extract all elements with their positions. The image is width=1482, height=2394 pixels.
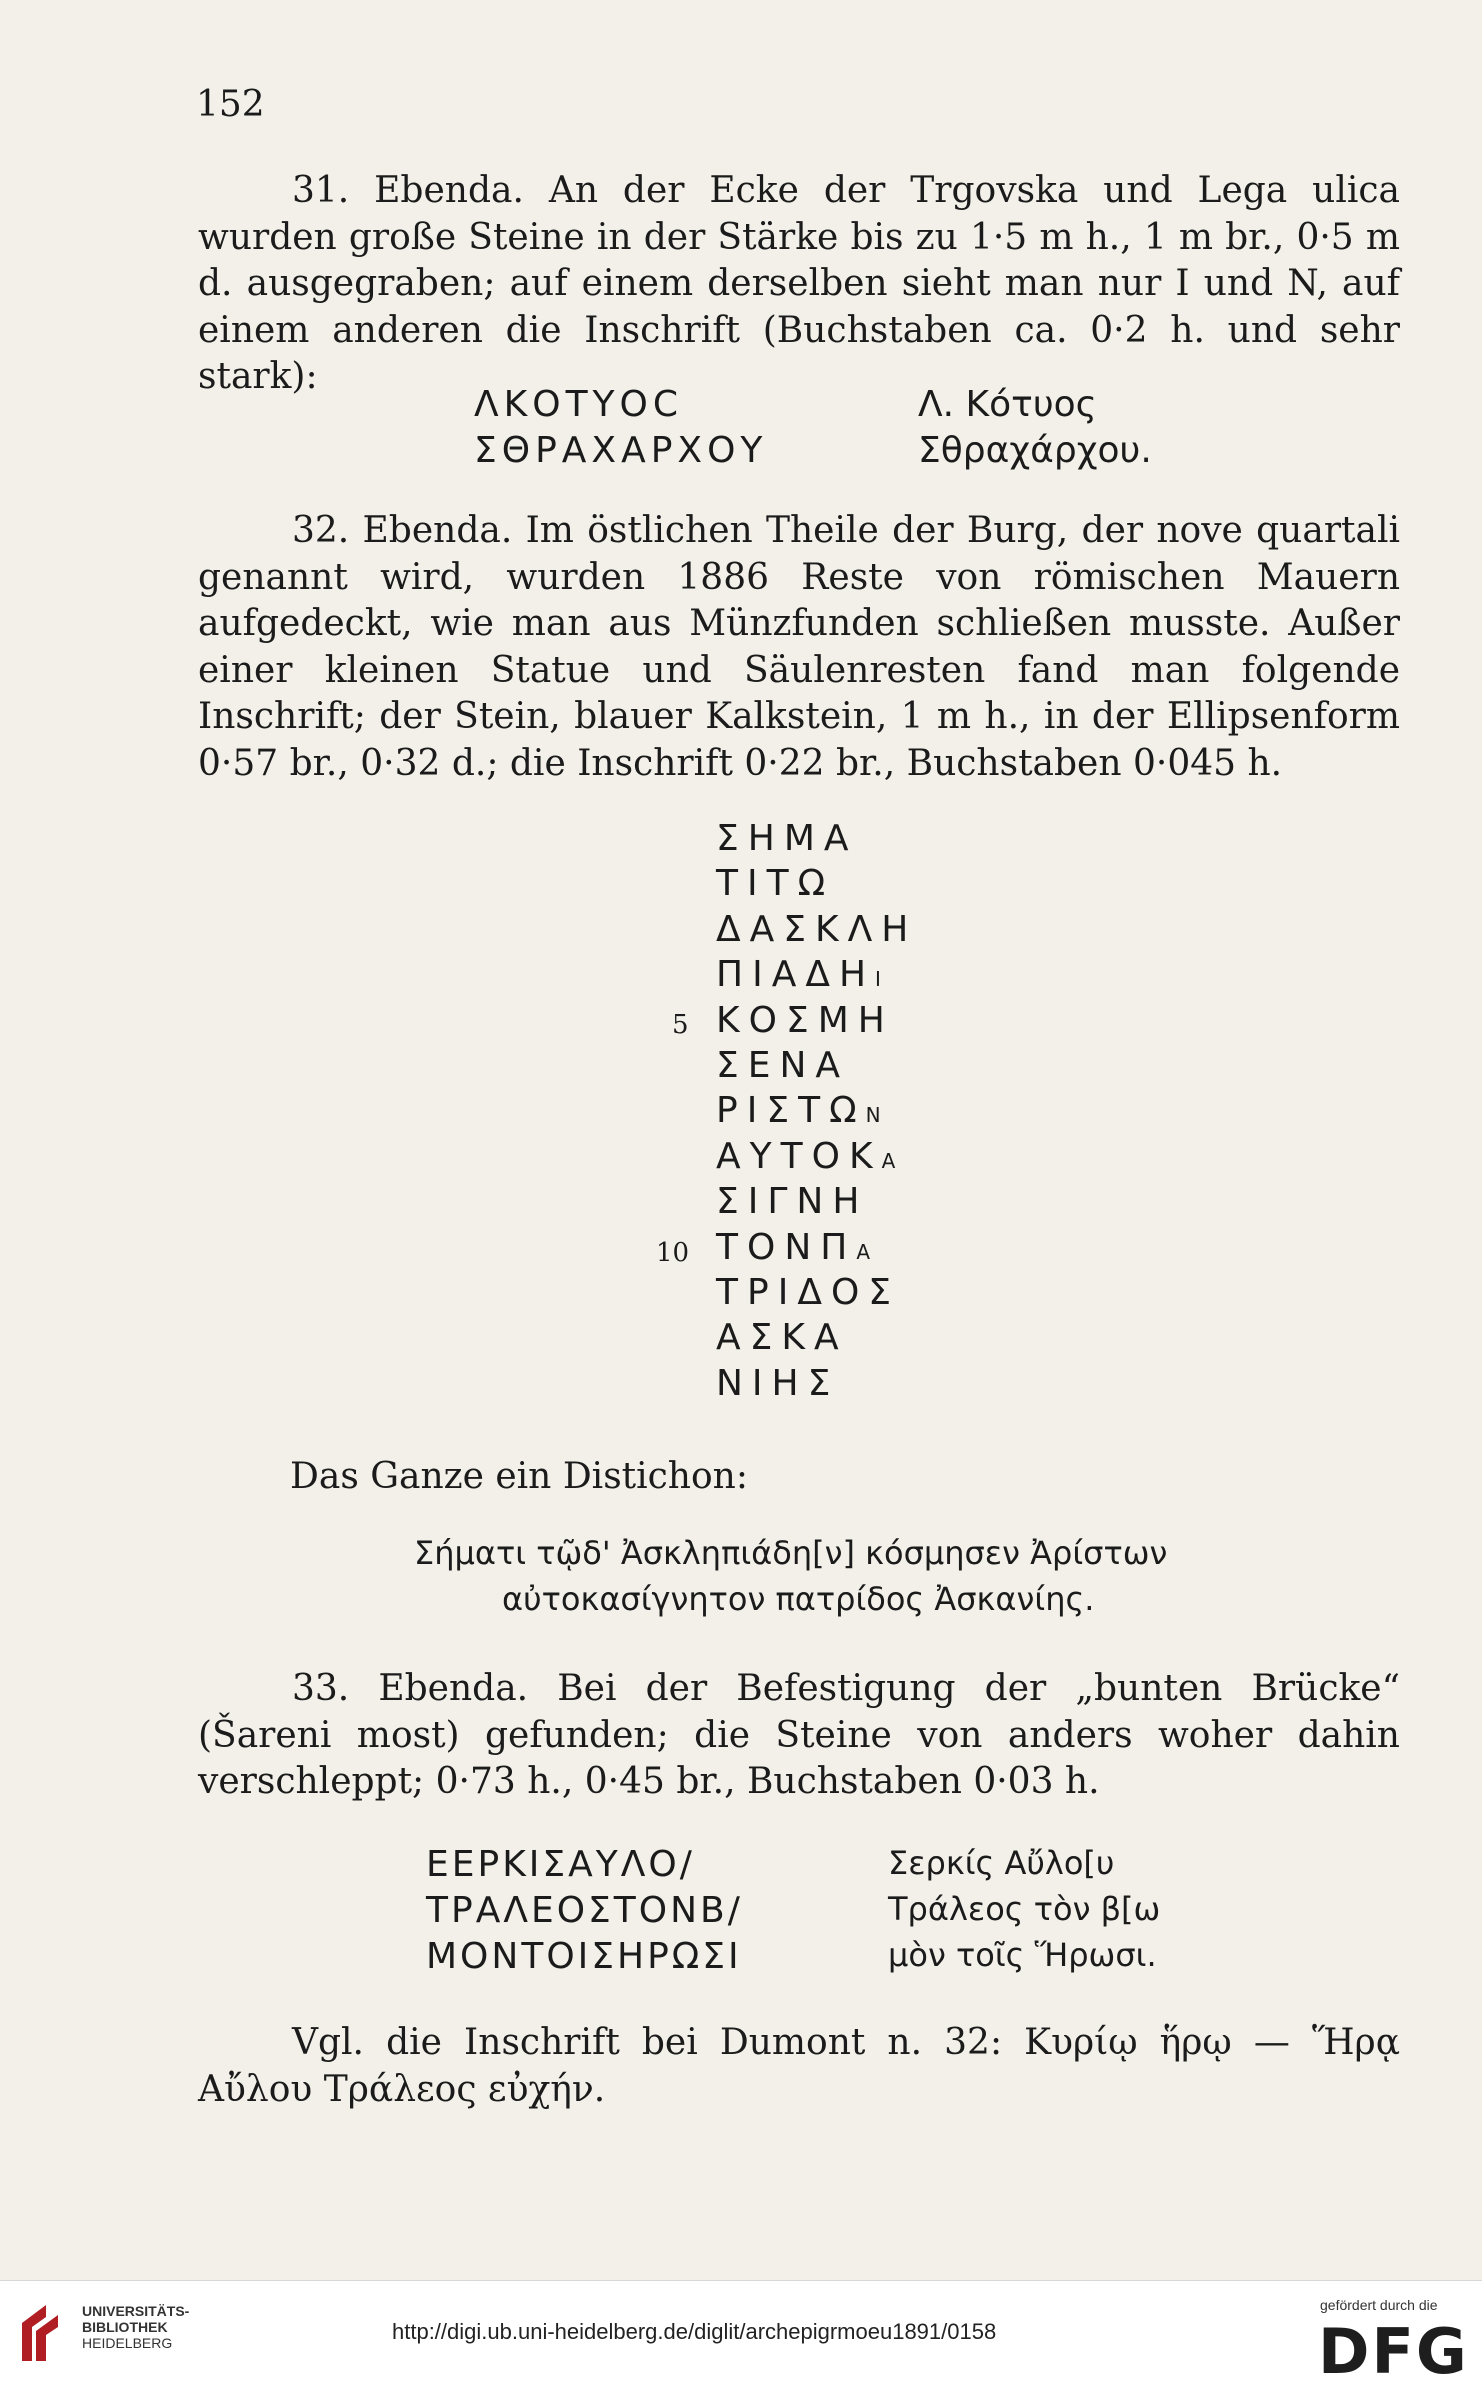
paragraph-31: 31. Ebenda. An der Ecke der Trgovska und Lega ulica wurden große Steine in der Stärke bis zu 1·5 m h., 1 m br., 0·5 m d. ausgegraben; auf einem derselben sieht man nur I und N, auf einem anderen die Inschrift (Buchstaben ca. 0·2 h. und sehr stark): [198, 170, 1400, 397]
inscription-line: ΚΟΣΜΗ [716, 999, 894, 1041]
distichon-line-1: Σήματι τῷδ' Ἀσκληπιάδη[ν] κόσμησεν Ἀρίστων [414, 1534, 1168, 1572]
transcription-31-line-1: Λ. Κότυος [918, 384, 1097, 425]
transcription-33-line-1: Σερκίς Αὔλο[υ [888, 1844, 1115, 1882]
inscription-line: ΑΥΤΟΚΑ [716, 1135, 898, 1177]
inscription-line: ΣΗΜΑ [716, 818, 858, 859]
inscription-line: ΤΟΝΠΑ [716, 1226, 873, 1268]
inscription-line: ΣΙΓΝΗ [716, 1181, 869, 1223]
distichon-intro: Das Ganze ein Distichon: [290, 1456, 748, 1497]
dfg-logo: DFG [1318, 2315, 1469, 2388]
inscription-33-line-3: ΜΟΝΤΟΙΣΗΡΩΣΙ [426, 1936, 742, 1977]
transcription-31-line-2: Σθραχάρχου. [918, 430, 1152, 471]
inscription-line: ΣΕΝΑ [716, 1044, 850, 1086]
inscription-line: ΑΣΚΑ [716, 1317, 848, 1359]
paragraph-33: 33. Ebenda. Bei der Befestigung der „bunten Brücke“ (Šareni most) gefunden; die Steine von anders woher dahin verschleppt; 0·73 h., 0·45 br., Buchstaben 0·03 h. [198, 1668, 1400, 1802]
inscription-line: ΤΙΤΩ [716, 863, 835, 905]
transcription-33-line-3: μὸν τοῖς Ἥρωσι. [888, 1936, 1157, 1974]
inscription-line: ΠΙΑΔΗΙ [716, 954, 883, 996]
inscription-31-line-2: ΣΘΡΑΧΑΡΧΟΥ [474, 430, 768, 471]
inscription-31-line-1: ΛΚΟΤΥΟC [474, 384, 684, 425]
inscription-line: ΤΡΙΔΟΣ [716, 1271, 901, 1313]
library-name: UNIVERSITÄTS- BIBLIOTHEK HEIDELBERG [82, 2303, 190, 2351]
inscription-line: ΝΙΗΣ [716, 1362, 840, 1404]
inscription-33-line-2: ΤΡΑΛΕΟΣΤΟΝΒ/ [426, 1890, 743, 1931]
transcription-33-line-2: Τράλεος τὸν β[ω [888, 1890, 1161, 1928]
paragraph-32: 32. Ebenda. Im östlichen Theile der Burg, der nove quartali genannt wird, wurden 1886 Reste von römischen Mauern aufgedeckt, wie man aus Münzfunden schließen musste. Außer einer kleinen Statue und Säulenresten fand man folgende Inschrift; der Stein, blauer Kalkstein, 1 m h., in der Ellipsenform 0·57 br., 0·32 d.; die Inschrift 0·22 br., Buchstaben 0·045 h. [198, 510, 1400, 784]
distichon-line-2: αὐτοκασίγνητον πατρίδος Ἀσκανίης. [502, 1580, 1095, 1618]
inscription-33-line-1: ΕΕΡΚΙΣΑΥΛΟ/ [426, 1844, 695, 1885]
line-number-10: 10 [656, 1238, 690, 1268]
footer-bar [0, 2280, 1482, 2394]
inscription-line: ΡΙΣΤΩΝ [716, 1090, 883, 1132]
funded-by-label: gefördert durch die [1320, 2297, 1438, 2313]
inscription-32 [716, 816, 917, 1406]
page-number: 152 [196, 84, 265, 125]
paragraph-vgl: Vgl. die Inschrift bei Dumont n. 32: Κυρίῳ ἥρῳ — Ἥρᾳ Αὔλου Τράλεος εὐχήν. [198, 2022, 1400, 2110]
permalink-url[interactable]: http://digi.ub.uni-heidelberg.de/diglit/archepigrmoeu1891/0158 [392, 2319, 997, 2344]
university-library-logo-icon [16, 2301, 64, 2365]
line-number-5: 5 [672, 1010, 689, 1040]
inscription-line: ΔΑΣΚΛΗ [716, 908, 918, 950]
